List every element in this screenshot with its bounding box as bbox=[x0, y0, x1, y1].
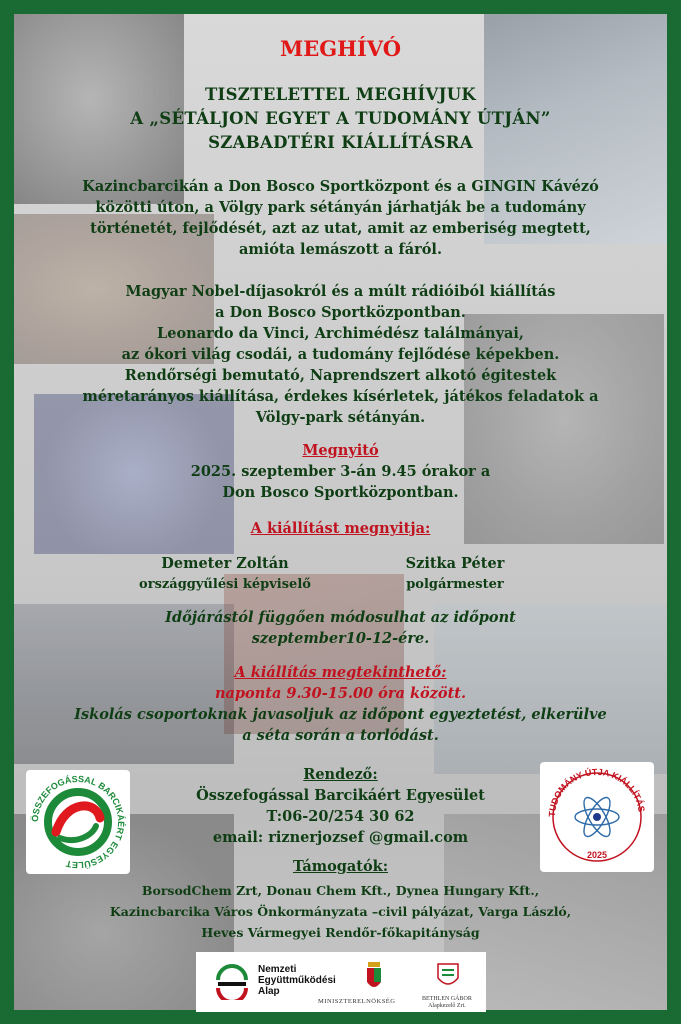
weather-note bbox=[0, 607, 681, 649]
visiting-block bbox=[0, 662, 681, 746]
opening-label: Megnyitó bbox=[302, 442, 379, 459]
supporter-line: Heves Vármegyei Rendőr-főkapitányság bbox=[201, 925, 480, 940]
supporter-line: BorsodChem Zrt, Donau Chem Kft., Dynea Hungary Kft., bbox=[141, 883, 540, 898]
program-line: a Don Bosco Sportközpontban. bbox=[215, 304, 466, 321]
svg-text:2025: 2025 bbox=[586, 850, 608, 860]
opening-block bbox=[0, 440, 681, 503]
heading-line: TISZTELETTEL MEGHÍVJUK bbox=[204, 85, 477, 104]
coat-of-arms-icon bbox=[364, 960, 384, 994]
supporter-line: Kazincbarcika Város Önkormányzata –civil pályázat, Varga László, bbox=[109, 904, 572, 919]
heading-line: SZABADTÉRI KIÁLLÍTÁSRA bbox=[208, 133, 473, 152]
program-line: Magyar Nobel-díjasokról és a múlt rádióiból kiállítás bbox=[125, 283, 556, 300]
program-line: méretarányos kiállítása, érdekes kísérletek, játékos feladatok a bbox=[82, 388, 599, 405]
intro-line: Kazincbarcikán a Don Bosco Sportközpont és a GINGIN Kávézó bbox=[82, 178, 599, 195]
nea-logo-icon bbox=[214, 962, 250, 1000]
speaker-role: polgármester bbox=[406, 577, 504, 592]
intro-line: amióta lemászott a fáról. bbox=[239, 241, 442, 258]
organizer-name: Összefogással Barcikáért Egyesület bbox=[196, 787, 485, 804]
supporters-label: Támogatók: bbox=[292, 858, 389, 875]
speaker-name: Szitka Péter bbox=[405, 555, 505, 572]
weather-line: Időjárástól függően módosulhat az időpont bbox=[165, 609, 516, 626]
bethlen-logo-text: BETHLEN GÁBOR Alapkezelő Zrt. bbox=[422, 996, 472, 1009]
organizer-email[interactable]: email: riznerjozsef @gmail.com bbox=[212, 829, 469, 846]
intro-paragraph bbox=[0, 176, 681, 260]
organizer-label: Rendező: bbox=[303, 766, 378, 783]
tudomany-utja-logo bbox=[540, 762, 654, 872]
visiting-note-line: a séta során a torlódást. bbox=[242, 727, 439, 744]
supporters-list bbox=[0, 880, 681, 943]
program-line: Rendőrségi bemutató, Naprendszert alkotó égitestek bbox=[124, 367, 557, 384]
visiting-hours: naponta 9.30-15.00 óra között. bbox=[214, 685, 467, 702]
sponsor-logos-bar bbox=[196, 952, 486, 1012]
organizer-phone: T:06-20/254 30 62 bbox=[266, 808, 415, 825]
weather-line: szeptember10-12-ére. bbox=[251, 630, 430, 647]
speaker-name: Demeter Zoltán bbox=[161, 555, 289, 572]
bethlen-logo-icon bbox=[436, 958, 460, 992]
svg-text:TUDOMÁNY ÚTJA KIÁLLÍTÁS: TUDOMÁNY ÚTJA KIÁLLÍTÁS bbox=[546, 766, 647, 818]
opening-venue: Don Bosco Sportközpontban. bbox=[222, 484, 459, 501]
intro-line: történetét, fejlődését, azt az utat, amit az emberiség megtett, bbox=[90, 220, 591, 237]
opening-date: 2025. szeptember 3-án 9.45 órakor a bbox=[190, 463, 491, 480]
program-line: az ókori világ csodái, a tudomány fejlődése képekben. bbox=[121, 346, 560, 363]
program-line: Leonardo da Vinci, Archimédész találmányai, bbox=[157, 325, 524, 342]
svg-text:ÖSSZEFOGÁSSAL BARCIKÁÉRT EGYES: ÖSSZEFOGÁSSAL BARCIKÁÉRT EGYESÜLET bbox=[29, 773, 127, 871]
speaker-role: országgyűlési képviselő bbox=[139, 577, 311, 592]
organizer-logo bbox=[26, 770, 130, 874]
speaker-2 bbox=[360, 553, 550, 595]
program-paragraph bbox=[0, 281, 681, 428]
visiting-note-line: Iskolás csoportoknak javasoljuk az időpont egyeztetést, elkerülve bbox=[74, 706, 607, 723]
intro-line: közötti úton, a Völgy park sétányán járhatják be a tudomány bbox=[95, 199, 586, 216]
nea-logo-text: Nemzeti Együttműködési Alap bbox=[258, 964, 336, 997]
heading-line: A „SÉTÁLJON EGYET A TUDOMÁNY ÚTJÁN” bbox=[130, 109, 551, 128]
visiting-label: A kiállítás megtekinthető: bbox=[234, 664, 447, 681]
ministry-logo-text: MINISZTERELNÖKSÉG bbox=[318, 998, 396, 1005]
program-line: Völgy-park sétányán. bbox=[255, 409, 426, 426]
poster-title: MEGHÍVÓ bbox=[279, 36, 402, 61]
speaker-1 bbox=[120, 553, 330, 595]
opened-by-label: A kiállítást megnyitja: bbox=[250, 520, 431, 537]
